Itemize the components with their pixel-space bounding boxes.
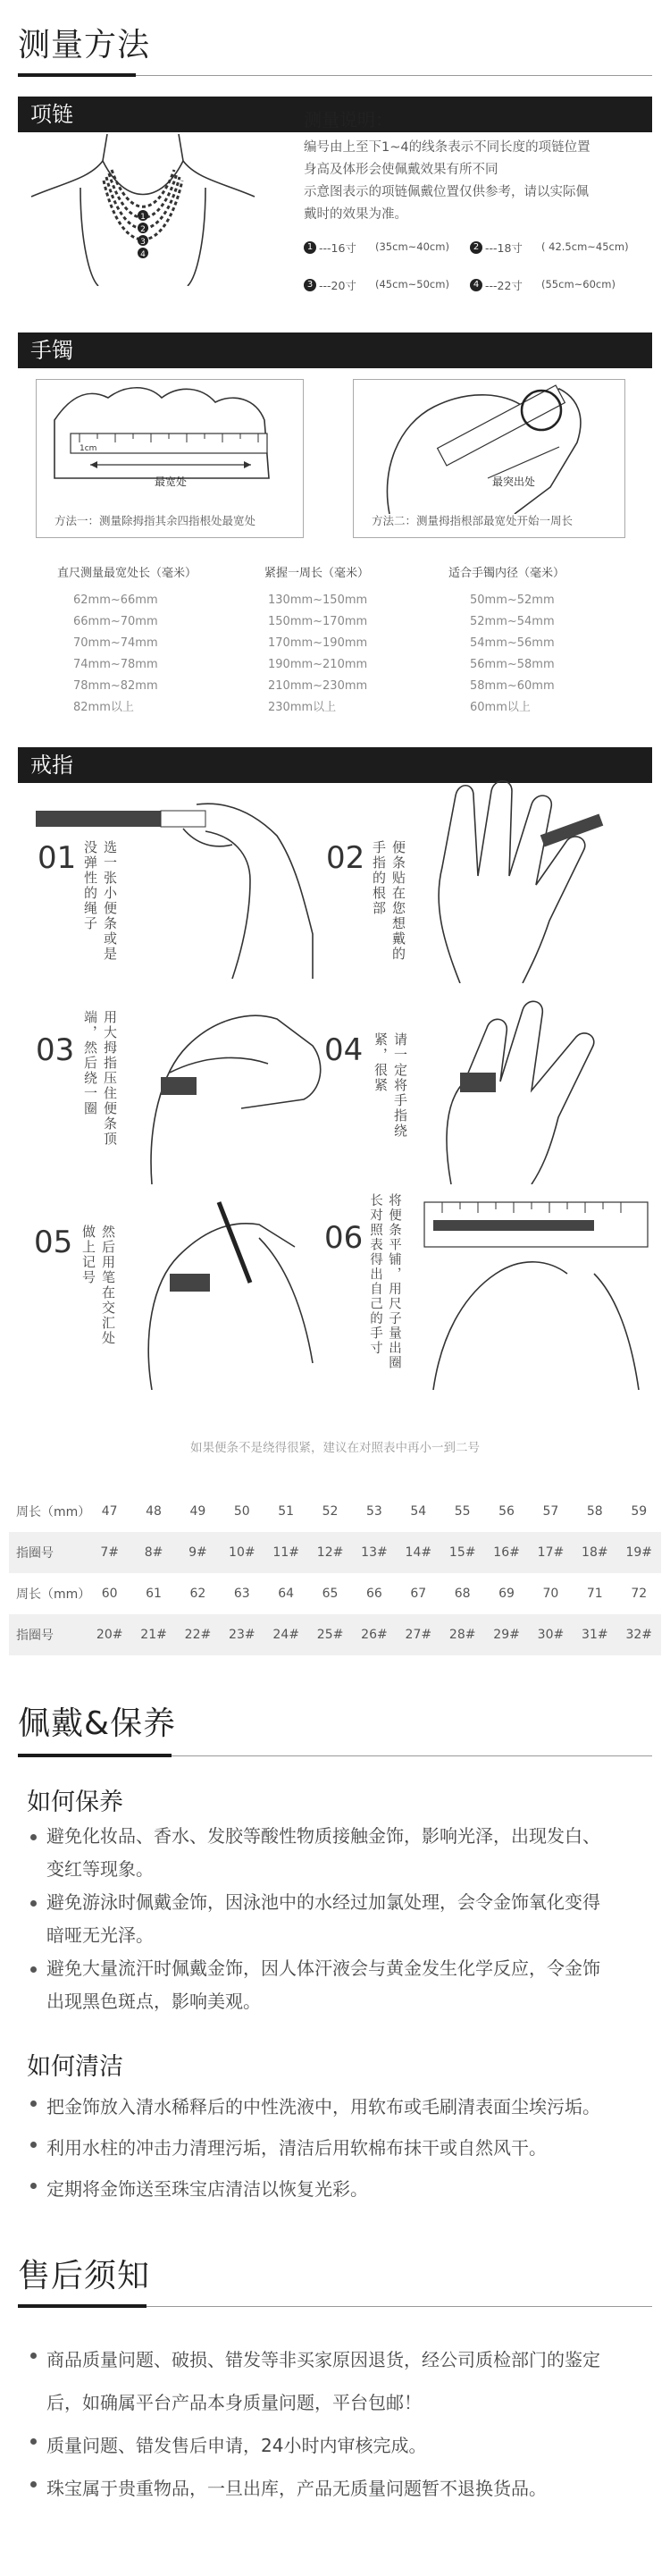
maintain-list xyxy=(27,1820,661,2018)
table-row xyxy=(9,1573,661,1614)
table-cell: 64 xyxy=(278,1587,295,1601)
col-value: 70mm~74mm xyxy=(73,636,158,650)
col-header: 紧握一周长（毫米） xyxy=(264,567,370,580)
ring-step-04 xyxy=(317,992,657,1184)
step-text: 选一张小便条或是没弹性的绳子 xyxy=(82,840,118,962)
table-cell: 10# xyxy=(229,1545,255,1560)
col-value: 78mm~82mm xyxy=(73,679,158,693)
row-label: 指圈号 xyxy=(16,1546,54,1561)
option-label: ---18寸 xyxy=(485,241,523,255)
col-value: 62mm~66mm xyxy=(73,593,158,607)
bracelet-table-col-grip xyxy=(264,563,369,719)
table-row xyxy=(9,1614,661,1655)
col-value: 56mm~58mm xyxy=(470,658,555,671)
bracelet-method2-figure xyxy=(353,379,625,538)
list-item-text: 避免大量流汗时佩戴金饰，因人体汗液会与黄金发生化学反应，令金饰 xyxy=(46,1957,600,1979)
table-cell: 32# xyxy=(625,1628,653,1642)
col-value: 50mm~52mm xyxy=(470,593,555,607)
table-cell: 51 xyxy=(278,1504,295,1519)
desc-line: 身高及体形会使佩戴效果有所不同 xyxy=(304,163,498,177)
list-item-text: 避免化妆品、香水、发胶等酸性物质接触金饰，影响光泽，出现发白、 xyxy=(46,1825,600,1847)
option-label: ---16寸 xyxy=(319,241,356,255)
thumb-ruler-illustration xyxy=(354,380,626,514)
paper-strip-hand-illustration xyxy=(27,800,322,979)
list-item xyxy=(27,2467,661,2510)
ring-step-06 xyxy=(317,1184,657,1390)
section-tag-necklace: 项链 xyxy=(18,97,652,132)
table-cell: 16# xyxy=(493,1545,520,1560)
option-label: ---20寸 xyxy=(319,279,356,292)
table-cell: 13# xyxy=(361,1545,388,1560)
svg-text:2: 2 xyxy=(140,225,146,234)
table-cell: 26# xyxy=(361,1628,388,1642)
ring-step-01 xyxy=(27,800,322,979)
table-row xyxy=(9,1491,661,1532)
bracelet-table-col-diameter xyxy=(448,563,565,719)
table-cell: 54 xyxy=(410,1504,427,1519)
section-tag-ring: 戒指 xyxy=(18,747,652,783)
table-cell: 8# xyxy=(144,1545,163,1560)
page-title-measure: 测量方法 xyxy=(18,27,151,63)
number-badge: 1 xyxy=(304,241,316,254)
table-cell: 27# xyxy=(405,1628,432,1642)
step-number: 03 xyxy=(36,1032,75,1068)
col-value: 74mm~78mm xyxy=(73,658,158,671)
number-badge: 4 xyxy=(470,279,482,291)
step-number: 06 xyxy=(324,1220,364,1256)
list-item xyxy=(27,1952,661,2018)
table-cell: 69 xyxy=(498,1587,515,1601)
table-cell: 29# xyxy=(493,1628,520,1642)
table-cell: 71 xyxy=(586,1587,603,1601)
list-item: 把金饰放入清水稀释后的中性洗液中，用软布或毛刷清表面尘埃污垢。 xyxy=(27,2086,661,2127)
necklace-description xyxy=(304,137,652,226)
list-item: 利用水柱的冲击力清理污垢，清洁后用软棉布抹干或自然风干。 xyxy=(27,2127,661,2168)
step-number: 02 xyxy=(326,840,365,876)
step-text: 将便条平铺，用尺子量出圈长对照表得出自己的手寸 xyxy=(368,1193,401,1370)
table-cell: 68 xyxy=(454,1587,471,1601)
table-cell: 15# xyxy=(448,1545,476,1560)
clean-heading: 如何清洁 xyxy=(27,2053,123,2081)
number-badge: 3 xyxy=(304,279,316,291)
desc-line: 戴时的效果为准。 xyxy=(304,207,407,222)
step-text: 请一定将手指绕紧，很紧 xyxy=(373,1032,408,1139)
table-cell: 48 xyxy=(146,1504,162,1519)
desc-line: 编号由上至下1~4的线条表示不同长度的项链位置 xyxy=(304,140,590,155)
col-value: 210mm~230mm xyxy=(268,679,368,693)
hand-ruler-illustration xyxy=(37,380,305,514)
table-cell: 19# xyxy=(625,1545,653,1560)
col-header: 直尺测量最宽处长（毫米） xyxy=(57,567,197,580)
col-header: 适合手镯内径（毫米） xyxy=(448,567,565,580)
col-value: 190mm~210mm xyxy=(268,658,368,671)
table-cell: 67 xyxy=(410,1587,427,1601)
table-cell: 72 xyxy=(631,1587,648,1601)
list-item xyxy=(27,2338,661,2424)
title-rule xyxy=(147,2306,652,2307)
list-item-text: 变红等现象。 xyxy=(46,1858,154,1880)
option-range: (55cm~60cm) xyxy=(541,278,616,290)
step-text: 便条贴在您想戴的手指的根部 xyxy=(371,840,406,962)
table-cell: 59 xyxy=(631,1504,648,1519)
col-value: 170mm~190mm xyxy=(268,636,368,650)
ring-step-03 xyxy=(27,992,331,1184)
col-value: 52mm~54mm xyxy=(470,615,555,628)
bracelet-method1-figure xyxy=(36,379,304,538)
title-rule xyxy=(136,75,652,76)
col-value: 54mm~56mm xyxy=(470,636,555,650)
ring-step-05 xyxy=(27,1184,331,1390)
protrude-label: 最突出处 xyxy=(492,476,536,488)
table-cell: 55 xyxy=(454,1504,471,1519)
table-cell: 31# xyxy=(582,1628,608,1642)
list-item xyxy=(27,2424,661,2467)
table-cell: 66 xyxy=(366,1587,382,1601)
col-value: 130mm~150mm xyxy=(268,593,368,607)
list-item-text: 暗哑无光泽。 xyxy=(46,1924,154,1946)
list-item-text: 珠宝属于贵重物品，一旦出库，产品无质量问题暂不退换货品。 xyxy=(46,2478,547,2499)
ring-size-table xyxy=(9,1491,661,1655)
table-row xyxy=(9,1532,661,1573)
col-value: 58mm~60mm xyxy=(470,679,555,693)
wrap-strip-illustration xyxy=(134,992,331,1184)
option-range: (35cm~40cm) xyxy=(375,240,449,253)
step-number: 05 xyxy=(34,1225,73,1260)
table-cell: 11# xyxy=(272,1545,299,1560)
table-cell: 18# xyxy=(582,1545,608,1560)
table-cell: 56 xyxy=(498,1504,515,1519)
table-cell: 63 xyxy=(233,1587,250,1601)
table-cell: 28# xyxy=(448,1628,476,1642)
table-cell: 23# xyxy=(229,1628,255,1642)
col-value: 150mm~170mm xyxy=(268,615,368,628)
table-cell: 17# xyxy=(537,1545,565,1560)
option-range: (45cm~50cm) xyxy=(375,278,449,290)
table-cell: 47 xyxy=(101,1504,118,1519)
step-number: 01 xyxy=(38,840,77,876)
table-cell: 58 xyxy=(586,1504,603,1519)
list-item xyxy=(27,1820,661,1886)
row-label: 指圈号 xyxy=(16,1629,54,1643)
list-item-text: 出现黑色斑点，影响美观。 xyxy=(46,1991,261,2012)
table-cell: 52 xyxy=(322,1504,339,1519)
list-item-text: 后，如确属平台产品本身质量问题，平台包邮！ xyxy=(46,2392,422,2413)
table-cell: 53 xyxy=(366,1504,382,1519)
row-label: 周长（mm） xyxy=(16,1587,91,1602)
list-item-text: 避免游泳时佩戴金饰，因泳池中的水经过加氯处理，会令金饰氧化变得 xyxy=(46,1891,600,1913)
bracelet-table-col-width xyxy=(57,563,197,719)
ruler-measure-illustration xyxy=(415,1184,657,1390)
table-cell: 9# xyxy=(188,1545,207,1560)
row-label: 周长（mm） xyxy=(16,1505,91,1520)
step-text: 然后用笔在交汇处做上记号 xyxy=(80,1225,116,1346)
clean-list xyxy=(27,2086,661,2210)
list-item-text: 商品质量问题、破损、错发等非买家原因退货，经公司质检部门的鉴定 xyxy=(46,2349,600,2370)
svg-text:1: 1 xyxy=(140,213,146,222)
table-cell: 12# xyxy=(316,1545,344,1560)
section-tag-bracelet: 手镯 xyxy=(18,333,652,368)
table-cell: 49 xyxy=(189,1504,206,1519)
table-cell: 25# xyxy=(316,1628,344,1642)
table-cell: 14# xyxy=(405,1545,432,1560)
table-cell: 62 xyxy=(189,1587,206,1601)
table-cell: 50 xyxy=(233,1504,250,1519)
title-underline xyxy=(18,2304,147,2308)
table-cell: 22# xyxy=(184,1628,212,1642)
title-underline xyxy=(18,73,136,77)
table-cell: 21# xyxy=(140,1628,167,1642)
table-cell: 30# xyxy=(537,1628,565,1642)
step-number: 04 xyxy=(324,1032,364,1068)
number-badge: 2 xyxy=(470,241,482,254)
step-text: 用大拇指压住便条顶端，然后绕一圈 xyxy=(82,1010,118,1147)
table-cell: 7# xyxy=(100,1545,119,1560)
table-cell: 61 xyxy=(146,1587,162,1601)
table-cell: 65 xyxy=(322,1587,339,1601)
title-underline xyxy=(18,1754,172,1757)
ring-measure-note: 如果便条不是绕得很紧，建议在对照表中再小一到二号 xyxy=(190,1441,480,1455)
ruler-unit: 1cm xyxy=(80,444,97,453)
table-cell: 60 xyxy=(101,1587,118,1601)
finger-strip-hand-illustration xyxy=(406,778,657,983)
col-value: 66mm~70mm xyxy=(73,615,158,628)
table-cell: 70 xyxy=(542,1587,559,1601)
bracelet-method2-caption: 方法二：测量拇指根部最宽处开始一周长 xyxy=(372,514,574,527)
list-item: 定期将金饰送至珠宝店清洁以恢复光彩。 xyxy=(27,2168,661,2210)
tight-wrap-illustration xyxy=(424,992,657,1184)
mark-pen-illustration xyxy=(134,1184,331,1390)
table-cell: 24# xyxy=(272,1628,299,1642)
necklace-heading: 测量说明： xyxy=(304,109,393,130)
col-value: 230mm以上 xyxy=(268,701,337,714)
page-title-care: 佩戴&保养 xyxy=(18,1705,177,1742)
ring-step-02 xyxy=(317,778,657,983)
necklace-illustration xyxy=(27,134,259,286)
list-item xyxy=(27,1886,661,1952)
list-item-text: 质量问题、错发售后申请，24小时内审核完成。 xyxy=(46,2435,427,2456)
col-value: 60mm以上 xyxy=(470,701,531,714)
option-range: ( 42.5cm~45cm) xyxy=(541,240,629,253)
necklace-option-row xyxy=(304,240,661,257)
col-value: 82mm以上 xyxy=(73,701,134,714)
after-sales-list xyxy=(27,2338,661,2510)
bracelet-method1-caption: 方法一：测量除拇指其余四指根处最宽处 xyxy=(54,514,256,527)
desc-line: 示意图表示的项链佩戴位置仅供参考，请以实际佩 xyxy=(304,185,589,199)
table-cell: 20# xyxy=(96,1628,123,1642)
necklace-option-row xyxy=(304,277,661,295)
svg-text:3: 3 xyxy=(140,238,146,247)
table-cell: 57 xyxy=(542,1504,559,1519)
svg-text:4: 4 xyxy=(140,250,146,259)
page-title-after-sales: 售后须知 xyxy=(18,2258,151,2294)
title-rule xyxy=(172,1755,652,1756)
option-label: ---22寸 xyxy=(485,279,523,292)
maintain-heading: 如何保养 xyxy=(27,1789,123,1816)
widest-label: 最宽处 xyxy=(155,476,188,488)
